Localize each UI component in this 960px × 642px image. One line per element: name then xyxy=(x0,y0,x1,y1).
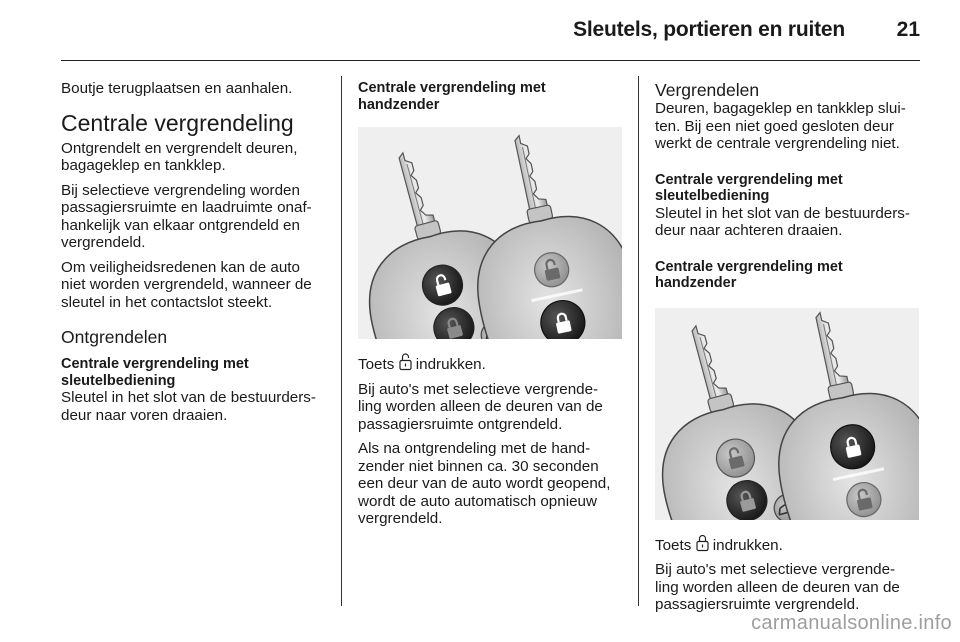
paragraph-central-locking xyxy=(61,140,333,175)
text-line: passagiersruimte ontgrendeld. xyxy=(358,415,563,433)
text-line: passagiersruimte en laadruimte onaf- xyxy=(61,199,312,216)
header-divider xyxy=(61,60,920,61)
heading-line: Centrale vergrendeling met xyxy=(61,356,249,372)
text-line: bagageklep en tankklep. xyxy=(61,157,226,174)
heading-line: sleutelbediening xyxy=(655,188,770,204)
heading-line: Centrale vergrendeling met xyxy=(358,80,546,96)
paragraph-key-unlock xyxy=(61,389,333,424)
toets-label: Toets xyxy=(358,356,399,373)
paragraph-auto-relock xyxy=(358,440,630,528)
text-line: een deur van de auto wordt geopend, xyxy=(358,475,611,492)
text-line: Om veiligheidsredenen kan de auto xyxy=(61,258,300,276)
text-line: Als na ontgrendeling met de hand- xyxy=(358,440,591,457)
text-line: deur naar achteren draaien. xyxy=(655,222,843,239)
text-line: ling worden alleen de deuren van de xyxy=(358,398,603,415)
text-line: Sleutel in het slot van de bestuurders- xyxy=(655,204,910,222)
text-line: werkt de centrale vergrendeling niet. xyxy=(655,135,900,152)
page-number: 21 xyxy=(896,18,920,41)
text-line: Bij auto's met selectieve vergrende- xyxy=(358,380,599,398)
text-line: vergrendeld. xyxy=(358,510,443,527)
text-line: wordt de auto automatisch opnieuw xyxy=(358,492,597,510)
subsection-title-unlocking: Ontgrendelen xyxy=(61,327,168,347)
lock-symbol-icon xyxy=(696,534,709,552)
heading-line: Centrale vergrendeling met xyxy=(655,258,843,275)
unlock-symbol-icon xyxy=(399,353,412,371)
text-line: Bij auto's met selectieve vergrende- xyxy=(655,561,896,578)
text-line: passagiersruimte vergrendeld. xyxy=(655,596,860,613)
heading-remote-control-lock xyxy=(655,259,927,292)
paragraph-safety xyxy=(61,259,333,312)
column-divider-right xyxy=(638,76,639,606)
column-divider-left xyxy=(341,76,342,606)
column-left xyxy=(61,80,333,431)
heading-line: Centrale vergrendeling met xyxy=(655,171,843,188)
text-line: sleutel in het contactslot steekt. xyxy=(61,293,273,311)
column-middle xyxy=(358,80,630,535)
remote-key-unlock-illustration xyxy=(358,127,622,339)
toets-label: Toets xyxy=(655,536,696,554)
text-line: niet worden vergrendeld, wanneer de xyxy=(61,276,312,293)
paragraph-selective-lock xyxy=(655,561,927,614)
paragraph-selective-locking xyxy=(61,182,333,252)
text-line: Bij selectieve vergrendeling worden xyxy=(61,181,300,199)
paragraph-press-lock-button xyxy=(655,534,927,555)
intro-text: Boutje terugplaatsen en aanhalen. xyxy=(61,80,293,97)
heading-key-operation-lock xyxy=(655,172,927,205)
column-right xyxy=(655,80,927,621)
text-line: Ontgrendelt en vergrendelt deuren, xyxy=(61,139,298,157)
heading-key-operation xyxy=(61,356,333,389)
text-line: ten. Bij een niet goed gesloten deur xyxy=(655,117,894,135)
section-title-central-locking: Centrale vergrendeling xyxy=(61,109,294,136)
text-line: vergrendeld. xyxy=(61,234,146,251)
paragraph-press-unlock-button xyxy=(358,353,630,374)
toets-suffix: indrukken. xyxy=(708,536,783,554)
text-line: hankelijk van elkaar ontgrendeld en xyxy=(61,216,300,234)
paragraph-key-lock xyxy=(655,205,927,240)
watermark-text: carmanualsonline.info xyxy=(751,612,952,634)
paragraph-selective-unlock xyxy=(358,381,630,434)
toets-suffix: indrukken. xyxy=(411,356,486,373)
heading-remote-control xyxy=(358,80,630,113)
heading-line: handzender xyxy=(358,96,440,113)
text-line: deur naar voren draaien. xyxy=(61,406,228,424)
heading-line: sleutelbediening xyxy=(61,372,176,389)
text-line: Sleutel in het slot van de bestuurders- xyxy=(61,389,316,406)
text-line: zender niet binnen ca. 30 seconden xyxy=(358,457,599,475)
text-line: ling worden alleen de deuren van de xyxy=(655,578,900,596)
remote-key-lock-illustration xyxy=(655,308,919,520)
paragraph-locking xyxy=(655,100,927,153)
text-line: Deuren, bagageklep en tankklep slui- xyxy=(655,100,906,117)
heading-line: handzender xyxy=(655,275,737,291)
section-title-locking: Vergrendelen xyxy=(655,80,760,100)
page-header-title: Sleutels, portieren en ruiten xyxy=(573,18,845,41)
